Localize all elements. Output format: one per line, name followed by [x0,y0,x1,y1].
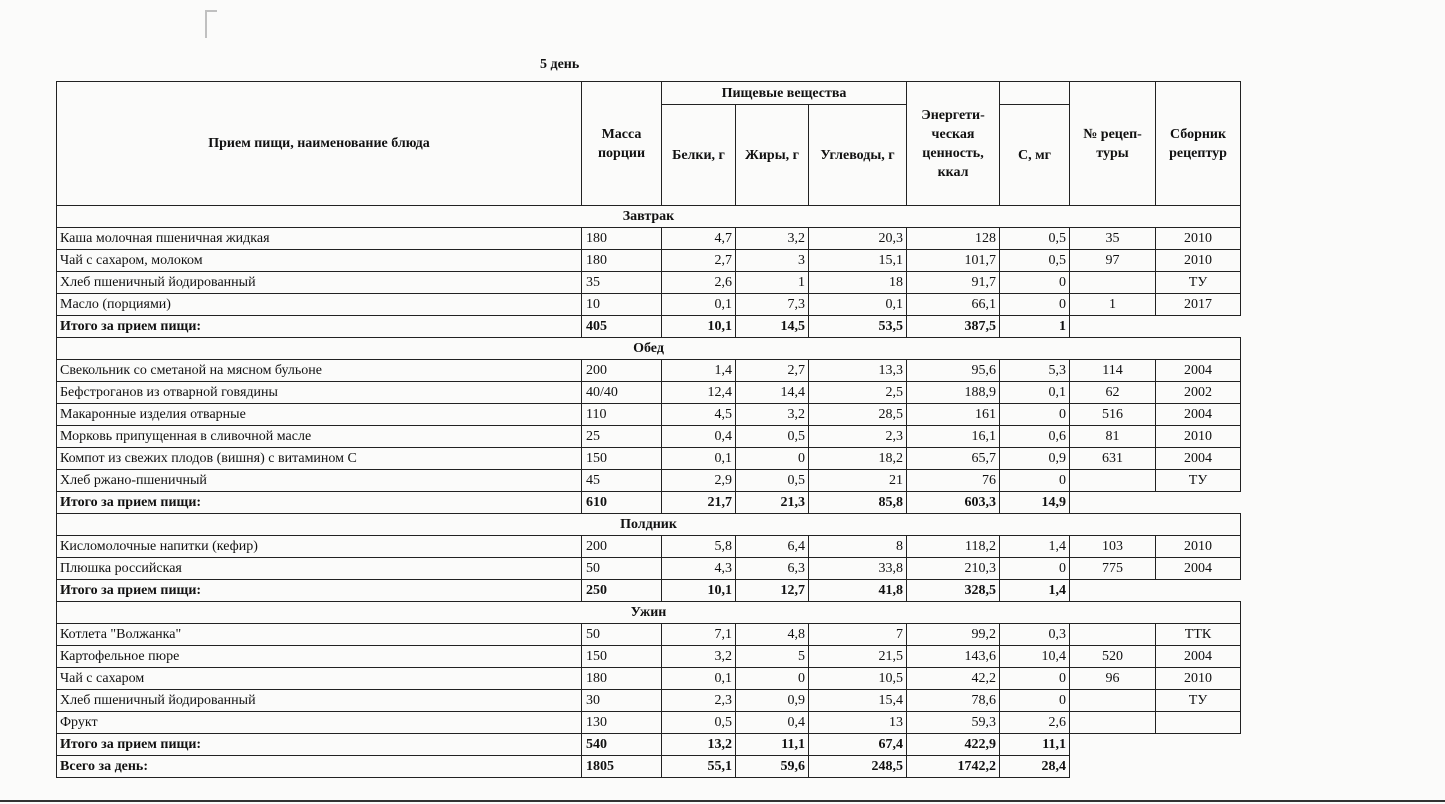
recipe-collection-cell: ТУ [1156,272,1241,294]
dish-name: Морковь припущенная в сливочной масле [57,426,582,448]
protein-cell: 2,9 [662,470,736,492]
dish-row [57,382,1241,404]
protein-cell: 7,1 [662,624,736,646]
dish-name: Бефстроганов из отварной говядины [57,382,582,404]
total-fat-cell: 21,3 [736,492,809,514]
dish-row [57,404,1241,426]
fat-cell: 0,4 [736,712,809,734]
dish-name: Хлеб пшеничный йодированный [57,272,582,294]
total-protein-cell: 13,2 [662,734,736,756]
total-carbs-cell: 41,8 [809,580,907,602]
protein-cell: 4,3 [662,558,736,580]
total-carbs-cell: 67,4 [809,734,907,756]
total-blank [1070,316,1241,338]
recipe-collection-cell: 2010 [1156,228,1241,250]
vitc-cell: 0 [1000,470,1070,492]
mass-cell: 25 [582,426,662,448]
day-total-energy-cell: 1742,2 [907,756,1000,778]
dish-name: Макаронные изделия отварные [57,404,582,426]
recipe-number-cell: 775 [1070,558,1156,580]
header-energy: Энергети-ческая ценность, ккал [907,82,1000,206]
meal-total-row [57,316,1241,338]
total-carbs-cell: 53,5 [809,316,907,338]
meal-total-row [57,492,1241,514]
dish-row [57,536,1241,558]
dish-name: Хлеб ржано-пшеничный [57,470,582,492]
fat-cell: 6,4 [736,536,809,558]
carbs-cell: 13,3 [809,360,907,382]
mass-cell: 10 [582,294,662,316]
header-protein: Белки, г [662,105,736,206]
protein-cell: 2,6 [662,272,736,294]
mass-cell: 50 [582,558,662,580]
section-title: Полдник [57,514,1241,536]
recipe-number-cell: 97 [1070,250,1156,272]
carbs-cell: 15,4 [809,690,907,712]
dish-row [57,624,1241,646]
recipe-number-cell [1070,690,1156,712]
carbs-cell: 10,5 [809,668,907,690]
energy-cell: 95,6 [907,360,1000,382]
mass-cell: 200 [582,360,662,382]
dish-name: Масло (порциями) [57,294,582,316]
carbs-cell: 21 [809,470,907,492]
protein-cell: 4,7 [662,228,736,250]
protein-cell: 5,8 [662,536,736,558]
mass-cell: 150 [582,646,662,668]
energy-cell: 210,3 [907,558,1000,580]
dish-row [57,448,1241,470]
dish-row [57,294,1241,316]
vitc-cell: 0 [1000,558,1070,580]
dish-name: Фрукт [57,712,582,734]
energy-cell: 42,2 [907,668,1000,690]
total-blank [1070,492,1241,514]
fat-cell: 0 [736,448,809,470]
fat-cell: 7,3 [736,294,809,316]
header-nutrients: Пищевые вещества [662,82,907,105]
dish-row [57,250,1241,272]
day-total-label: Всего за день: [57,756,582,778]
total-protein-cell: 21,7 [662,492,736,514]
mass-cell: 45 [582,470,662,492]
recipe-number-cell: 35 [1070,228,1156,250]
energy-cell: 101,7 [907,250,1000,272]
protein-cell: 0,1 [662,448,736,470]
mass-cell: 40/40 [582,382,662,404]
dish-name: Хлеб пшеничный йодированный [57,690,582,712]
recipe-collection-cell: 2017 [1156,294,1241,316]
header-carbs: Углеводы, г [809,105,907,206]
protein-cell: 0,4 [662,426,736,448]
meal-total-label: Итого за прием пищи: [57,316,582,338]
recipe-collection-cell: 2004 [1156,646,1241,668]
dish-name: Чай с сахаром [57,668,582,690]
recipe-collection-cell: 2004 [1156,404,1241,426]
vitc-cell: 0,1 [1000,382,1070,404]
recipe-collection-cell: 2010 [1156,536,1241,558]
recipe-collection-cell: 2004 [1156,360,1241,382]
protein-cell: 1,4 [662,360,736,382]
recipe-collection-cell: 2010 [1156,250,1241,272]
dish-name: Плюшка российская [57,558,582,580]
energy-cell: 76 [907,470,1000,492]
mass-cell: 200 [582,536,662,558]
fat-cell: 0,9 [736,690,809,712]
protein-cell: 3,2 [662,646,736,668]
mass-cell: 150 [582,448,662,470]
scan-mark [205,10,217,38]
header-fat: Жиры, г [736,105,809,206]
recipe-collection-cell: ТУ [1156,470,1241,492]
vitc-cell: 5,3 [1000,360,1070,382]
mass-cell: 30 [582,690,662,712]
dish-name: Свекольник со сметаной на мясном бульоне [57,360,582,382]
energy-cell: 59,3 [907,712,1000,734]
total-fat-cell: 14,5 [736,316,809,338]
meal-total-label: Итого за прием пищи: [57,734,582,756]
total-energy-cell: 422,9 [907,734,1000,756]
carbs-cell: 18 [809,272,907,294]
carbs-cell: 8 [809,536,907,558]
protein-cell: 4,5 [662,404,736,426]
recipe-number-cell: 103 [1070,536,1156,558]
energy-cell: 118,2 [907,536,1000,558]
page-edge-line [0,800,1445,802]
fat-cell: 0 [736,668,809,690]
vitc-cell: 0,5 [1000,250,1070,272]
fat-cell: 3,2 [736,228,809,250]
section-row [57,338,1241,360]
recipe-collection-cell: 2004 [1156,558,1241,580]
section-row [57,514,1241,536]
vitc-cell: 0 [1000,690,1070,712]
energy-cell: 143,6 [907,646,1000,668]
total-mass-cell: 610 [582,492,662,514]
protein-cell: 0,1 [662,294,736,316]
header-recipe-no: № рецеп-туры [1070,82,1156,206]
total-vitc-cell: 14,9 [1000,492,1070,514]
meal-total-row [57,580,1241,602]
carbs-cell: 2,5 [809,382,907,404]
energy-cell: 99,2 [907,624,1000,646]
dish-row [57,228,1241,250]
meal-total-label: Итого за прием пищи: [57,580,582,602]
day-total-carbs-cell: 248,5 [809,756,907,778]
vitc-cell: 2,6 [1000,712,1070,734]
header-collection: Сборник рецептур [1156,82,1241,206]
meal-total-label: Итого за прием пищи: [57,492,582,514]
fat-cell: 2,7 [736,360,809,382]
header-mass: Масса порции [582,82,662,206]
mass-cell: 180 [582,668,662,690]
mass-cell: 130 [582,712,662,734]
day-total-row [57,756,1241,778]
fat-cell: 5 [736,646,809,668]
dish-row [57,470,1241,492]
recipe-number-cell [1070,712,1156,734]
dish-row [57,712,1241,734]
recipe-number-cell: 631 [1070,448,1156,470]
dish-name: Кисломолочные напитки (кефир) [57,536,582,558]
total-vitc-cell: 1 [1000,316,1070,338]
total-energy-cell: 387,5 [907,316,1000,338]
header-meal: Прием пищи, наименование блюда [57,82,582,206]
carbs-cell: 28,5 [809,404,907,426]
carbs-cell: 20,3 [809,228,907,250]
recipe-collection-cell: 2010 [1156,668,1241,690]
section-row [57,602,1241,624]
dish-name: Котлета "Волжанка" [57,624,582,646]
dish-row [57,668,1241,690]
menu-table [56,81,1241,778]
day-total-protein-cell: 55,1 [662,756,736,778]
vitc-cell: 0 [1000,404,1070,426]
recipe-number-cell: 96 [1070,668,1156,690]
vitc-cell: 10,4 [1000,646,1070,668]
recipe-number-cell: 62 [1070,382,1156,404]
mass-cell: 180 [582,228,662,250]
protein-cell: 12,4 [662,382,736,404]
recipe-number-cell [1070,470,1156,492]
recipe-number-cell: 114 [1070,360,1156,382]
dish-row [57,426,1241,448]
mass-cell: 50 [582,624,662,646]
recipe-number-cell: 516 [1070,404,1156,426]
total-vitc-cell: 1,4 [1000,580,1070,602]
total-mass-cell: 540 [582,734,662,756]
carbs-cell: 7 [809,624,907,646]
recipe-number-cell: 520 [1070,646,1156,668]
recipe-collection-cell: ТУ [1156,690,1241,712]
vitc-cell: 0,3 [1000,624,1070,646]
energy-cell: 16,1 [907,426,1000,448]
section-title: Ужин [57,602,1241,624]
carbs-cell: 15,1 [809,250,907,272]
recipe-number-cell: 1 [1070,294,1156,316]
vitc-cell: 0,6 [1000,426,1070,448]
recipe-collection-cell: 2004 [1156,448,1241,470]
recipe-collection-cell: ТТК [1156,624,1241,646]
recipe-number-cell [1070,272,1156,294]
protein-cell: 0,5 [662,712,736,734]
energy-cell: 78,6 [907,690,1000,712]
carbs-cell: 13 [809,712,907,734]
mass-cell: 35 [582,272,662,294]
carbs-cell: 33,8 [809,558,907,580]
vitc-cell: 0 [1000,272,1070,294]
fat-cell: 0,5 [736,470,809,492]
energy-cell: 188,9 [907,382,1000,404]
protein-cell: 0,1 [662,668,736,690]
section-row [57,206,1241,228]
dish-row [57,690,1241,712]
meal-total-row [57,734,1241,756]
fat-cell: 0,5 [736,426,809,448]
dish-name: Чай с сахаром, молоком [57,250,582,272]
vitc-cell: 0 [1000,668,1070,690]
dish-row [57,272,1241,294]
total-energy-cell: 603,3 [907,492,1000,514]
total-blank [1070,580,1241,602]
fat-cell: 6,3 [736,558,809,580]
total-fat-cell: 12,7 [736,580,809,602]
dish-name: Каша молочная пшеничная жидкая [57,228,582,250]
protein-cell: 2,7 [662,250,736,272]
mass-cell: 180 [582,250,662,272]
dish-row [57,558,1241,580]
carbs-cell: 0,1 [809,294,907,316]
recipe-collection-cell: 2010 [1156,426,1241,448]
total-blank [1070,734,1241,756]
day-total-blank [1070,756,1241,778]
energy-cell: 128 [907,228,1000,250]
dish-name: Компот из свежих плодов (вишня) с витамином С [57,448,582,470]
fat-cell: 14,4 [736,382,809,404]
mass-cell: 110 [582,404,662,426]
recipe-collection-cell: 2002 [1156,382,1241,404]
section-title: Завтрак [57,206,1241,228]
total-fat-cell: 11,1 [736,734,809,756]
energy-cell: 65,7 [907,448,1000,470]
fat-cell: 1 [736,272,809,294]
total-protein-cell: 10,1 [662,580,736,602]
total-mass-cell: 405 [582,316,662,338]
dish-row [57,646,1241,668]
fat-cell: 4,8 [736,624,809,646]
recipe-number-cell: 81 [1070,426,1156,448]
dish-name: Картофельное пюре [57,646,582,668]
carbs-cell: 2,3 [809,426,907,448]
total-carbs-cell: 85,8 [809,492,907,514]
protein-cell: 2,3 [662,690,736,712]
recipe-collection-cell [1156,712,1241,734]
day-total-mass-cell: 1805 [582,756,662,778]
energy-cell: 161 [907,404,1000,426]
vitc-cell: 0,9 [1000,448,1070,470]
total-mass-cell: 250 [582,580,662,602]
day-total-fat-cell: 59,6 [736,756,809,778]
recipe-number-cell [1070,624,1156,646]
day-title: 5 день [540,57,580,72]
total-protein-cell: 10,1 [662,316,736,338]
carbs-cell: 18,2 [809,448,907,470]
fat-cell: 3 [736,250,809,272]
energy-cell: 66,1 [907,294,1000,316]
day-total-vitc-cell: 28,4 [1000,756,1070,778]
fat-cell: 3,2 [736,404,809,426]
dish-row [57,360,1241,382]
energy-cell: 91,7 [907,272,1000,294]
carbs-cell: 21,5 [809,646,907,668]
total-vitc-cell: 11,1 [1000,734,1070,756]
header-vitc-top [1000,82,1070,105]
vitc-cell: 0,5 [1000,228,1070,250]
header-vitc: С, мг [1000,105,1070,206]
section-title: Обед [57,338,1241,360]
vitc-cell: 0 [1000,294,1070,316]
menu-body [57,206,1241,778]
total-energy-cell: 328,5 [907,580,1000,602]
vitc-cell: 1,4 [1000,536,1070,558]
